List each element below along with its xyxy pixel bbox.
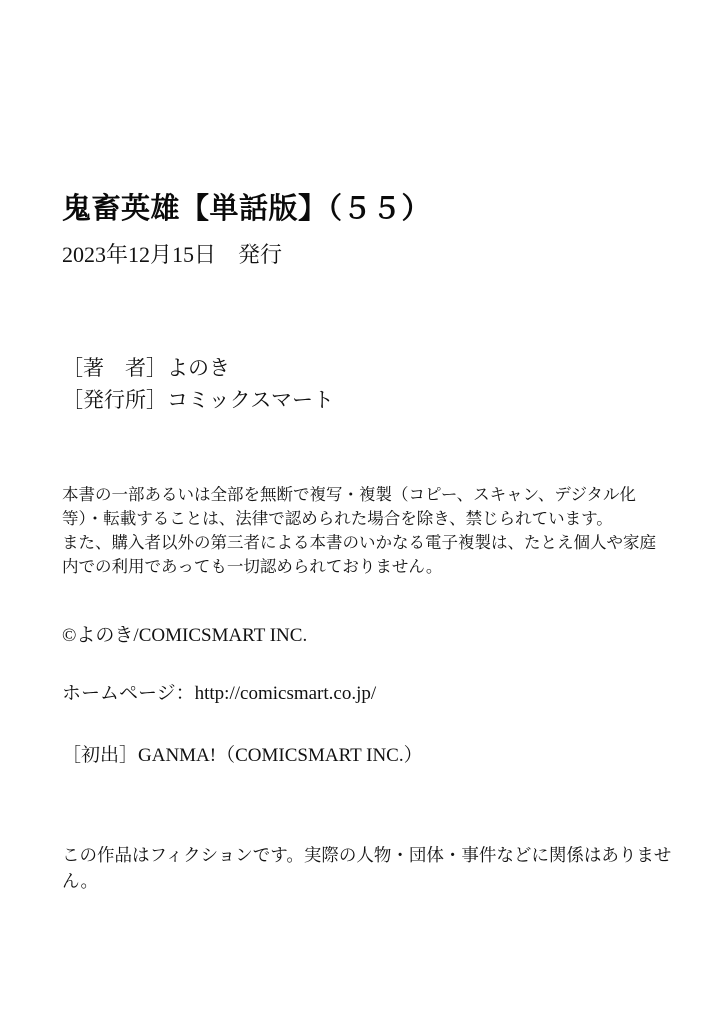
first-publication-line: ［初出］GANMA!（COMICSMART INC.）	[62, 745, 423, 766]
fiction-disclaimer: この作品はフィクションです。実際の人物・団体・事件などに関係はありません。	[62, 845, 672, 891]
copyright-line: ©よのき/COMICSMART INC.	[62, 625, 308, 646]
notice-paragraph-2: また、購入者以外の第三者による本書のいかなる電子複製は、たとえ個人や家庭内での利用であっても一切認められておりません。	[62, 533, 656, 576]
page-title: 鬼畜英雄【単話版】（５５）	[62, 191, 432, 225]
publication-date: 2023年12月15日 発行	[62, 242, 283, 267]
credits-block	[62, 352, 334, 416]
notice-paragraph-1: 本書の一部あるいは全部を無断で複写・複製（コピー、スキャン、デジタル化等）・転載することは、法律で認められた場合を除き、禁じられています。	[62, 485, 636, 528]
copyright-notice	[62, 483, 662, 579]
homepage-line: ホームページ：http://comicsmart.co.jp/	[62, 683, 377, 704]
author-credit: ［著 者］よのき	[62, 356, 230, 380]
publisher-credit: ［発行所］コミックスマート	[62, 388, 334, 412]
